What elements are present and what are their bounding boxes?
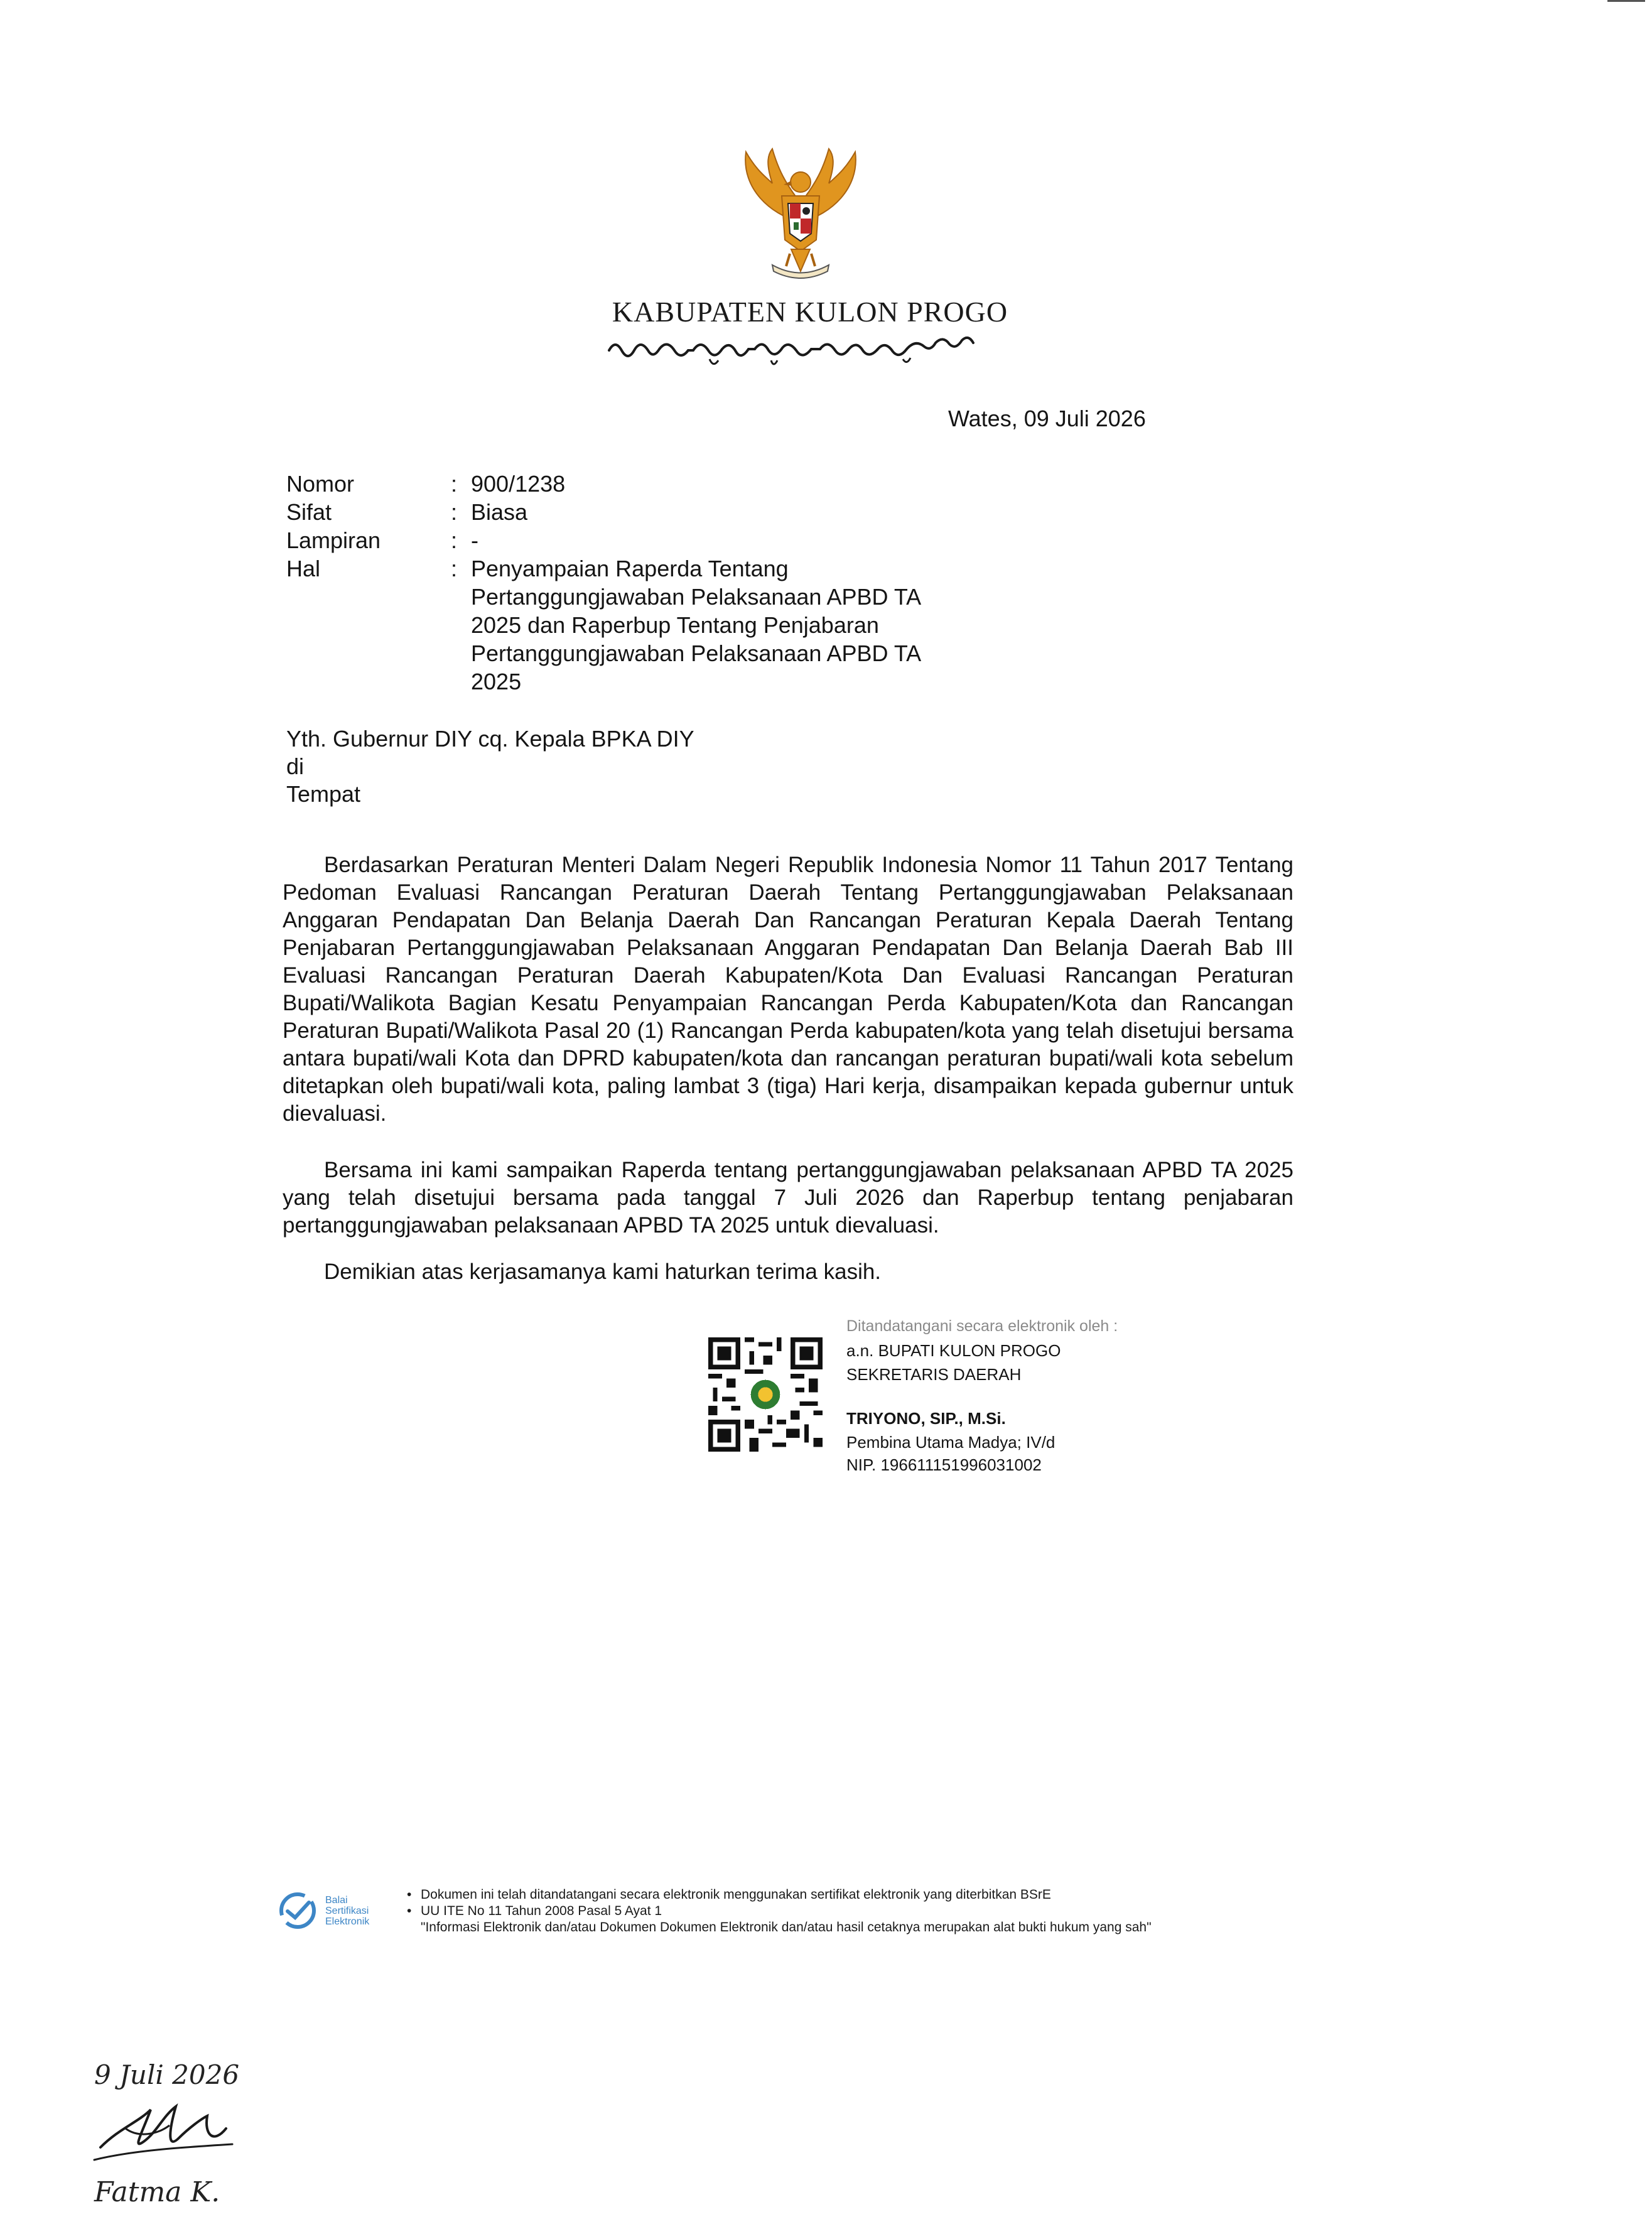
letter-date: Wates, 09 Juli 2026 (948, 406, 1146, 431)
signatory-name: TRIYONO, SIP., M.Si. (846, 1409, 1006, 1428)
lampiran-label: Lampiran (286, 527, 381, 553)
colon: : (451, 499, 458, 525)
signatory-nip: NIP. 196611151996031002 (846, 1455, 1042, 1474)
body-paragraph: Bersama ini kami sampaikan Raperda tentang pertanggungjawaban pelaksanaan APBD TA 2025 yang telah disetujui bersama pada tanggal 7 Juli 2026 dan Raperbup tentang penjabaran pertanggungjawaban pelaksanaan APBD TA 2025 untuk dievaluasi. (283, 1158, 1293, 1238)
colon: : (451, 556, 458, 581)
signatory-rank: Pembina Utama Madya; IV/d (846, 1433, 1055, 1452)
nomor-label: Nomor (286, 471, 355, 497)
sifat-label: Sifat (286, 499, 332, 525)
signatory-on-behalf: a.n. BUPATI KULON PROGO (846, 1341, 1061, 1360)
bsre-logo-icon (274, 1890, 324, 1931)
footer-quote: "Informasi Elektronik dan/atau Dokumen Dokumen Elektronik dan/atau hasil cetaknya merupakan alat bukti hukum yang sah" (421, 1920, 1152, 1934)
handwritten-signature (82, 2091, 245, 2172)
sifat-value: Biasa (471, 499, 528, 525)
scan-edge-mark (1607, 0, 1645, 2)
handwritten-name: Fatma K. (94, 2176, 220, 2208)
body-paragraph: Berdasarkan Peraturan Menteri Dalam Negeri Republik Indonesia Nomor 11 Tahun 2017 Tentang Pedoman Evaluasi Rancangan Peraturan Daerah Tentang Pertanggungjawaban Pelaksanaan Anggaran Pendapatan Dan Belanja Daerah Dan Rancangan Peraturan Kepala Daerah Tentang Penjabaran Pertanggungjawaban Pelaksanaan Anggaran Pendapatan Dan Belanja Daerah Bab III Evaluasi Rancangan Peraturan Daerah Kabupaten/Kota Dan Evaluasi Rancangan Peraturan Bupati/Walikota Bagian Kesatu Penyampaian Rancangan Perda Kabupaten/Kota dan Rancangan Peraturan Bupati/Walikota Pasal 20 (1) Rancangan Perda kabupaten/kota yang telah disetujui bersama antara bupati/wali Kota dan DPRD kabupaten/kota dan rancangan peraturan bupati/wali kota sebelum ditetapkan oleh bupati/wali kota, paling lambat 3 (tiga) Hari kerja, disampaikan kepada gubernur untuk dievaluasi. (283, 853, 1293, 1126)
lampiran-value: - (471, 527, 478, 553)
body-paragraph: Demikian atas kerjasamanya kami haturkan terima kasih. (324, 1260, 882, 1284)
addressee-line: di (286, 753, 305, 779)
qr-code-icon (708, 1337, 823, 1452)
addressee-line: Tempat (286, 781, 361, 807)
footer-notes (407, 1887, 1152, 1936)
e-signature-note: Ditandatangani secara elektronik oleh : (846, 1317, 1118, 1335)
regency-title: KABUPATEN KULON PROGO (612, 296, 1008, 328)
addressee-line: Yth. Gubernur DIY cq. Kepala BPKA DIY (286, 726, 694, 752)
nomor-value: 900/1238 (471, 471, 566, 497)
footer-note: • UU ITE No 11 Tahun 2008 Pasal 5 Ayat 1 (407, 1903, 1152, 1919)
javanese-script-logo (603, 332, 992, 372)
garuda-emblem-icon (728, 146, 873, 290)
footer-note: • Dokumen ini telah ditandatangani secara elektronik menggunakan sertifikat elektronik yang diterbitkan BSrE (407, 1887, 1152, 1903)
bsre-logo-text: Balai Sertifikasi Elektronik (325, 1895, 370, 1927)
colon: : (451, 471, 458, 497)
colon: : (451, 527, 458, 553)
hal-label: Hal (286, 556, 321, 581)
signatory-position: SEKRETARIS DAERAH (846, 1365, 1022, 1384)
handwritten-date: 9 Juli 2026 (94, 2059, 240, 2090)
hal-value: Penyampaian Raperda Tentang Pertanggungjawaban Pelaksanaan APBD TA 2025 dan Raperbup Tentang Penjabaran Pertanggungjawaban Pelaksanaan APBD TA 2025 (471, 556, 922, 694)
